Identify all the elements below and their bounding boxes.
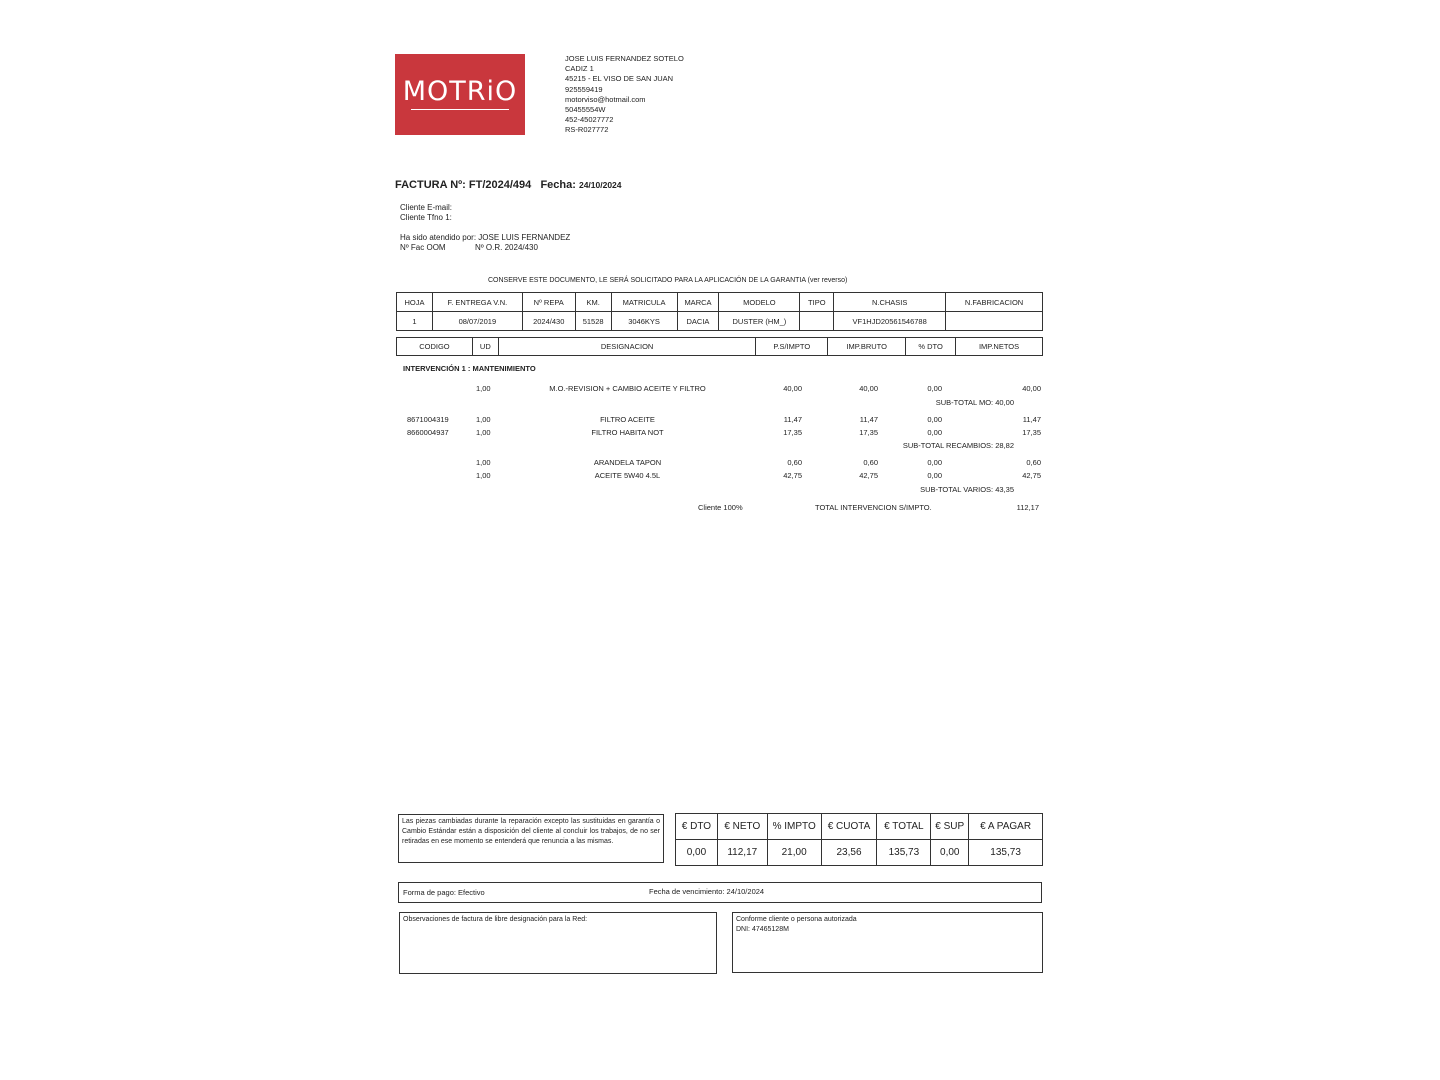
line-net: 11,47 — [1022, 415, 1041, 424]
line-price: 42,75 — [783, 471, 802, 480]
tv-dto: 0,00 — [676, 840, 718, 866]
logo-text: MOTRiO — [402, 76, 518, 107]
vh-marca: MARCA — [677, 293, 719, 312]
vv-hoja: 1 — [397, 312, 433, 331]
total-intervention-value: 112,17 — [1016, 503, 1039, 512]
payment-method: Forma de pago: Efectivo — [403, 888, 485, 897]
line-gross: 0,60 — [863, 458, 878, 467]
vh-repa: Nº REPA — [522, 293, 575, 312]
ih-designacion: DESIGNACION — [498, 338, 755, 356]
issuer-email: motorviso@hotmail.com — [565, 94, 646, 104]
line-ud: 1,00 — [476, 428, 491, 437]
line-net: 0,60 — [1026, 458, 1041, 467]
items-header-row — [397, 338, 1043, 356]
total-intervention-label: TOTAL INTERVENCION S/IMPTO. — [815, 503, 932, 512]
totals-header-row — [676, 814, 1043, 840]
logo-underline — [411, 109, 509, 110]
tv-cuota: 23,56 — [821, 840, 877, 866]
fac-oom-label: Nº Fac OOM — [400, 243, 446, 252]
ih-price: P.S/IMPTO — [756, 338, 828, 356]
ih-ud: UD — [472, 338, 498, 356]
th-dto: € DTO — [676, 814, 718, 840]
intervention-title: INTERVENCIÓN 1 : MANTENIMIENTO — [403, 364, 536, 373]
vh-fabricacion: N.FABRICACION — [946, 293, 1043, 312]
line-code: 8660004937 — [407, 428, 449, 437]
issuer-nif: 50455554W — [565, 105, 606, 115]
ih-codigo: CODIGO — [397, 338, 473, 356]
vehicle-value-row — [397, 312, 1043, 331]
vh-entrega: F. ENTREGA V.N. — [432, 293, 522, 312]
vv-fabricacion — [946, 312, 1043, 331]
subtotal-varios: SUB-TOTAL VARIOS: 43,35 — [920, 485, 1014, 494]
observations-box — [399, 912, 717, 974]
invoice-number: FACTURA Nº: FT/2024/494 — [395, 179, 532, 191]
issuer-city: 45215 - EL VISO DE SAN JUAN — [565, 74, 674, 84]
invoice-date-label: Fecha: — [540, 179, 576, 191]
items-header-table — [396, 337, 1043, 356]
payment-box — [398, 882, 1042, 903]
invoice-heading — [395, 179, 622, 191]
issuer-reg: 452-45027772 — [565, 115, 614, 125]
invoice-date: 24/10/2024 — [578, 180, 622, 190]
line-ud: 1,00 — [476, 384, 491, 393]
parts-notice-text: Las piezas cambiadas durante la reparación excepto las sustituidas en garantía o Cambio Estándar están a disposición del cliente al concluir los trabajos, de no ser retiradas en ese momento se entenderá que renuncia a las mismas. — [402, 818, 660, 845]
vv-chasis: VF1HJD20561546788 — [834, 312, 946, 331]
th-neto: € NETO — [717, 814, 767, 840]
issuer-name: JOSE LUIS FERNANDEZ SOTELO — [565, 54, 684, 63]
totals-table — [675, 813, 1043, 866]
issuer-rs: RS-R027772 — [565, 125, 609, 135]
th-impto: % IMPTO — [767, 814, 821, 840]
tv-apagar: 135,73 — [969, 840, 1043, 866]
line-desc: ARANDELA TAPON — [593, 458, 662, 467]
vv-repa: 2024/430 — [522, 312, 575, 331]
th-total: € TOTAL — [877, 814, 931, 840]
issuer-address: CADIZ 1 — [565, 64, 594, 74]
vv-matricula: 3046KYS — [611, 312, 677, 331]
attended-by: Ha sido atendido por: JOSE LUIS FERNANDEZ — [400, 233, 571, 242]
vh-chasis: N.CHASIS — [834, 293, 946, 312]
th-apagar: € A PAGAR — [969, 814, 1043, 840]
line-dto: 0,00 — [927, 384, 942, 393]
line-net: 40,00 — [1022, 384, 1041, 393]
th-cuota: € CUOTA — [821, 814, 877, 840]
line-ud: 1,00 — [476, 471, 491, 480]
tv-neto: 112,17 — [717, 840, 767, 866]
line-code: 8671004319 — [407, 415, 449, 424]
ih-gross: IMP.BRUTO — [828, 338, 906, 356]
tv-impto: 21,00 — [767, 840, 821, 866]
line-gross: 11,47 — [859, 415, 878, 424]
subtotal-recambios: SUB-TOTAL RECAMBIOS: 28,82 — [902, 441, 1014, 450]
line-price: 11,47 — [783, 415, 802, 424]
vv-entrega: 08/07/2019 — [432, 312, 522, 331]
issuer-phone: 925559419 — [565, 84, 603, 94]
line-gross: 40,00 — [859, 384, 878, 393]
vv-tipo — [800, 312, 834, 331]
line-dto: 0,00 — [927, 458, 942, 467]
vv-modelo: DUSTER (HM_) — [719, 312, 800, 331]
line-ud: 1,00 — [476, 458, 491, 467]
client-percentage: Cliente 100% — [698, 503, 743, 512]
line-dto: 0,00 — [927, 428, 942, 437]
subtotal-mo: SUB-TOTAL MO: 40,00 — [935, 398, 1014, 407]
line-ud: 1,00 — [476, 415, 491, 424]
totals-value-row — [676, 840, 1043, 866]
vh-km: KM. — [575, 293, 611, 312]
vv-km: 51528 — [575, 312, 611, 331]
observations-label: Observaciones de factura de libre designación para la Red: — [403, 916, 588, 923]
conformity-box — [732, 912, 1043, 973]
payment-due-date: Fecha de vencimiento: 24/10/2024 — [649, 887, 765, 896]
ih-dto: % DTO — [906, 338, 956, 356]
conformity-label: Conforme cliente o persona autorizada — [736, 916, 857, 923]
client-dni: DNI: 47465128M — [736, 926, 789, 933]
tv-sup: 0,00 — [931, 840, 969, 866]
line-gross: 17,35 — [859, 428, 878, 437]
client-email-label: Cliente E-mail: — [400, 203, 453, 212]
line-gross: 42,75 — [859, 471, 878, 480]
vehicle-table — [396, 292, 1043, 331]
warranty-note: CONSERVE ESTE DOCUMENTO, LE SERÁ SOLICITADO PARA LA APLICACIÓN DE LA GARANTIA (ver reverso) — [488, 277, 848, 284]
vh-tipo: TIPO — [800, 293, 834, 312]
tv-total: 135,73 — [877, 840, 931, 866]
line-price: 17,35 — [783, 428, 802, 437]
line-desc: FILTRO HABITA NOT — [591, 428, 664, 437]
vh-matricula: MATRICULA — [611, 293, 677, 312]
line-desc: M.O.-REVISION + CAMBIO ACEITE Y FILTRO — [549, 384, 706, 393]
issuer-info — [565, 54, 765, 136]
line-desc: FILTRO ACEITE — [600, 415, 655, 424]
line-dto: 0,00 — [927, 471, 942, 480]
line-price: 0,60 — [787, 458, 802, 467]
line-dto: 0,00 — [927, 415, 942, 424]
motrio-logo — [395, 54, 525, 135]
line-net: 17,35 — [1022, 428, 1041, 437]
th-sup: € SUP — [931, 814, 969, 840]
or-number: Nº O.R. 2024/430 — [475, 243, 538, 252]
vh-modelo: MODELO — [719, 293, 800, 312]
line-net: 42,75 — [1022, 471, 1041, 480]
vh-hoja: HOJA — [397, 293, 433, 312]
line-price: 40,00 — [783, 384, 802, 393]
client-phone-label: Cliente Tfno 1: — [400, 213, 452, 222]
ih-net: IMP.NETOS — [956, 338, 1043, 356]
vehicle-header-row — [397, 293, 1043, 312]
parts-notice-box — [398, 814, 664, 863]
vv-marca: DACIA — [677, 312, 719, 331]
line-desc: ACEITE 5W40 4.5L — [594, 471, 661, 480]
